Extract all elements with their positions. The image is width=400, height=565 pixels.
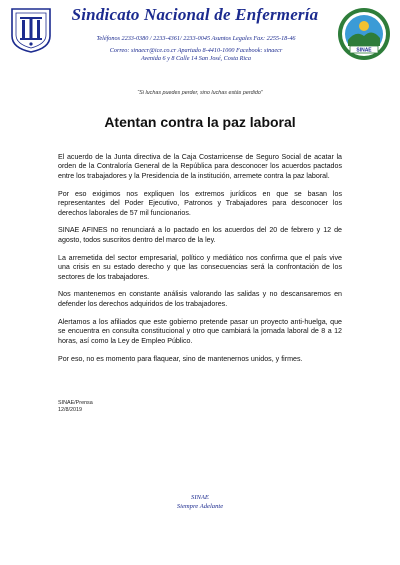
phone-numbers: Teléfonos 2233-0380 / 2233-4361/ 2233-0045 Asuntos Legales Fax: 2255-18-46 [96, 35, 296, 42]
org-name: Sindicato Nacional de Enfermería [71, 5, 319, 24]
paragraph: Nos mantenemos en constante análisis valorando las salidas y no descansaremos en defender los derechos adquiridos de los trabajadores. [58, 290, 342, 308]
page-title: Atentan contra la paz laboral [104, 114, 296, 130]
press-source: SINAE/Prensa [58, 400, 93, 406]
signoff [58, 400, 93, 414]
paragraph: Por eso exigimos nos expliquen los extremos jurídicos en que se basan los representantes del Poder Ejecutivo, Patronos y Trabajadores para desconocer los derechos laborales de 57 mil funcionarios. [58, 189, 342, 217]
paragraph: Por eso, no es momento para flaquear, sino de mantenernos unidos, y firmes. [58, 354, 303, 363]
signature-slogan: Siempre Adelante [176, 503, 224, 510]
address: Avenida 6 y 8 Calle 14 San José, Costa Rica [141, 55, 251, 62]
paragraph: SINAE AFINES no renunciará a lo pactado en los acuerdos del 20 de febrero y 12 de agosto, todos suscritos dentro del marco de la ley. [58, 226, 342, 244]
motto: “Si luchas puedes perder, sino luchas estás perdido” [137, 90, 263, 96]
release-date: 12/8/2019 [58, 407, 82, 413]
paragraph: Alertamos a los afiliados que este gobierno pretende pasar un proyecto anti-huelga, que se encuentra en consulta constitucional y otro que cambiará la jornada laboral de 8 a 12 horas, así como la Ley de Empleo Público. [58, 317, 342, 345]
signature-name: SINAE [191, 494, 209, 501]
signature [0, 493, 400, 511]
federation-seal-logo [336, 6, 392, 62]
paragraph: El acuerdo de la Junta directiva de la Caja Costarricense de Seguro Social de acatar la orden de la Contraloría General de la República para desconocer los acuerdos pactados entre los trabajadores y la Presidencia de la institución, arremete contra la paz laboral. [58, 153, 342, 180]
paragraph: La arremetida del sector empresarial, político y mediático nos confirma que el país vive una crisis en su estado derecho y que las consecuencias será la confrontación de los sectores de los trabajadores. [58, 253, 342, 281]
sinae-crest-logo [8, 6, 54, 54]
contact-line: Correo: sinaecr@ice.co.cr Apartado 8-4410-1000 Facebook: sinaecr [109, 47, 283, 54]
seal-banner-text: SINAE [356, 47, 372, 54]
body-text [58, 153, 342, 372]
